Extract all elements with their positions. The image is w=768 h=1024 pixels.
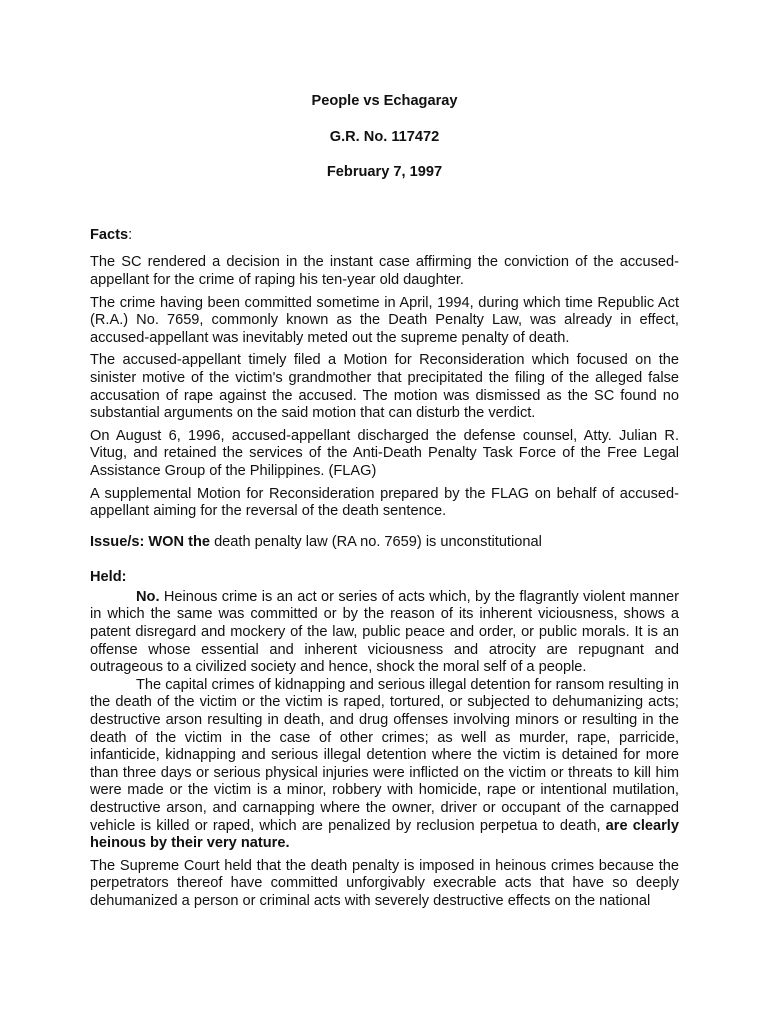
fact-paragraph: The crime having been committed sometime in April, 1994, during which time Republic Act (R.A.) No. 7659, commonly known as the Death Penalty Law, was already in effect, accused-appellant was inevitably meted out the supreme penalty of death. (90, 294, 679, 346)
case-date: February 7, 1997 (326, 164, 443, 181)
case-number: G.R. No. 117472 (329, 128, 440, 145)
issue-text: death penalty law (RA no. 7659) is unconstitutional (210, 533, 542, 550)
facts-heading (90, 227, 679, 245)
fact-paragraph: The accused-appellant timely filed a Motion for Reconsideration which focused on the sinister motive of the victim's grandmother that precipitated the filing of the alleged false accusation of rape against the accused. The motion was dismissed as the SC found no substantial arguments on the said motion that can disturb the verdict. (90, 352, 679, 422)
issue-label: Issue/s: WON the (90, 533, 211, 550)
fact-paragraph: A supplemental Motion for Reconsideration prepared by the FLAG on behalf of accused-appellant aiming for the reversal of the death sentence. (90, 485, 679, 520)
held-heading: Held: (90, 569, 127, 586)
fact-paragraph: The SC rendered a decision in the instant case affirming the conviction of the accused-appellant for the crime of raping his ten-year old daughter. (90, 254, 679, 288)
held-paragraph-2-text: The capital crimes of kidnapping and serious illegal detention for ransom resulting in the death of the victim or the victim is raped, tortured, or subjected to dehumanizing acts; destructive arson resulting in death, and drug offenses involving minors or resulting in the death of the victim in the case of other crimes; as well as murder, rape, parricide, infanticide, kidnapping and serious illegal detention where the victim is detained for more than three days or serious physical injuries were inflicted on the victim or threats to kill him were made or the victim is a minor, robbery with homicide, rape or intentional mutilation, destructive arson, and carnapping where the owner, driver or occupant of the carnapped vehicle is killed or raped, which are penalized by reclusion perpetua to death, (90, 676, 679, 834)
held-paragraph-2-emphasis: are clearly heinous by their very nature. (90, 817, 679, 852)
case-title: People vs Echagaray (311, 93, 458, 109)
facts-colon: : (128, 226, 133, 243)
issue-line (90, 534, 679, 552)
held-paragraph-1-text: Heinous crime is an act or series of acts which, by the flagrantly violent manner in which the same was committed or by the reason of its inherent viciousness, shows a patent disregard and mockery of the law, public peace and order, or public morals. It is an offense whose essential and inherent viciousness and atrocity are repugnant and outrageous to a civilized society and hence, shock the moral self of a people. (90, 588, 679, 676)
held-paragraph-2 (90, 677, 679, 853)
document-body (90, 93, 679, 911)
facts-label: Facts (90, 226, 129, 243)
fact-paragraph: On August 6, 1996, accused-appellant discharged the defense counsel, Atty. Julian R. Vitug, and retained the services of the Anti-Death Penalty Task Force of the Free Legal Assistance Group of the Philippines. (FLAG) (90, 427, 679, 479)
held-paragraph-1 (90, 589, 679, 677)
held-paragraph-3: The Supreme Court held that the death penalty is imposed in heinous crimes because the perpetrators thereof have committed unforgivably execrable acts that have so deeply dehumanized a person or criminal acts with severely destructive effects on the national (90, 857, 679, 909)
held-answer: No. (136, 588, 160, 605)
